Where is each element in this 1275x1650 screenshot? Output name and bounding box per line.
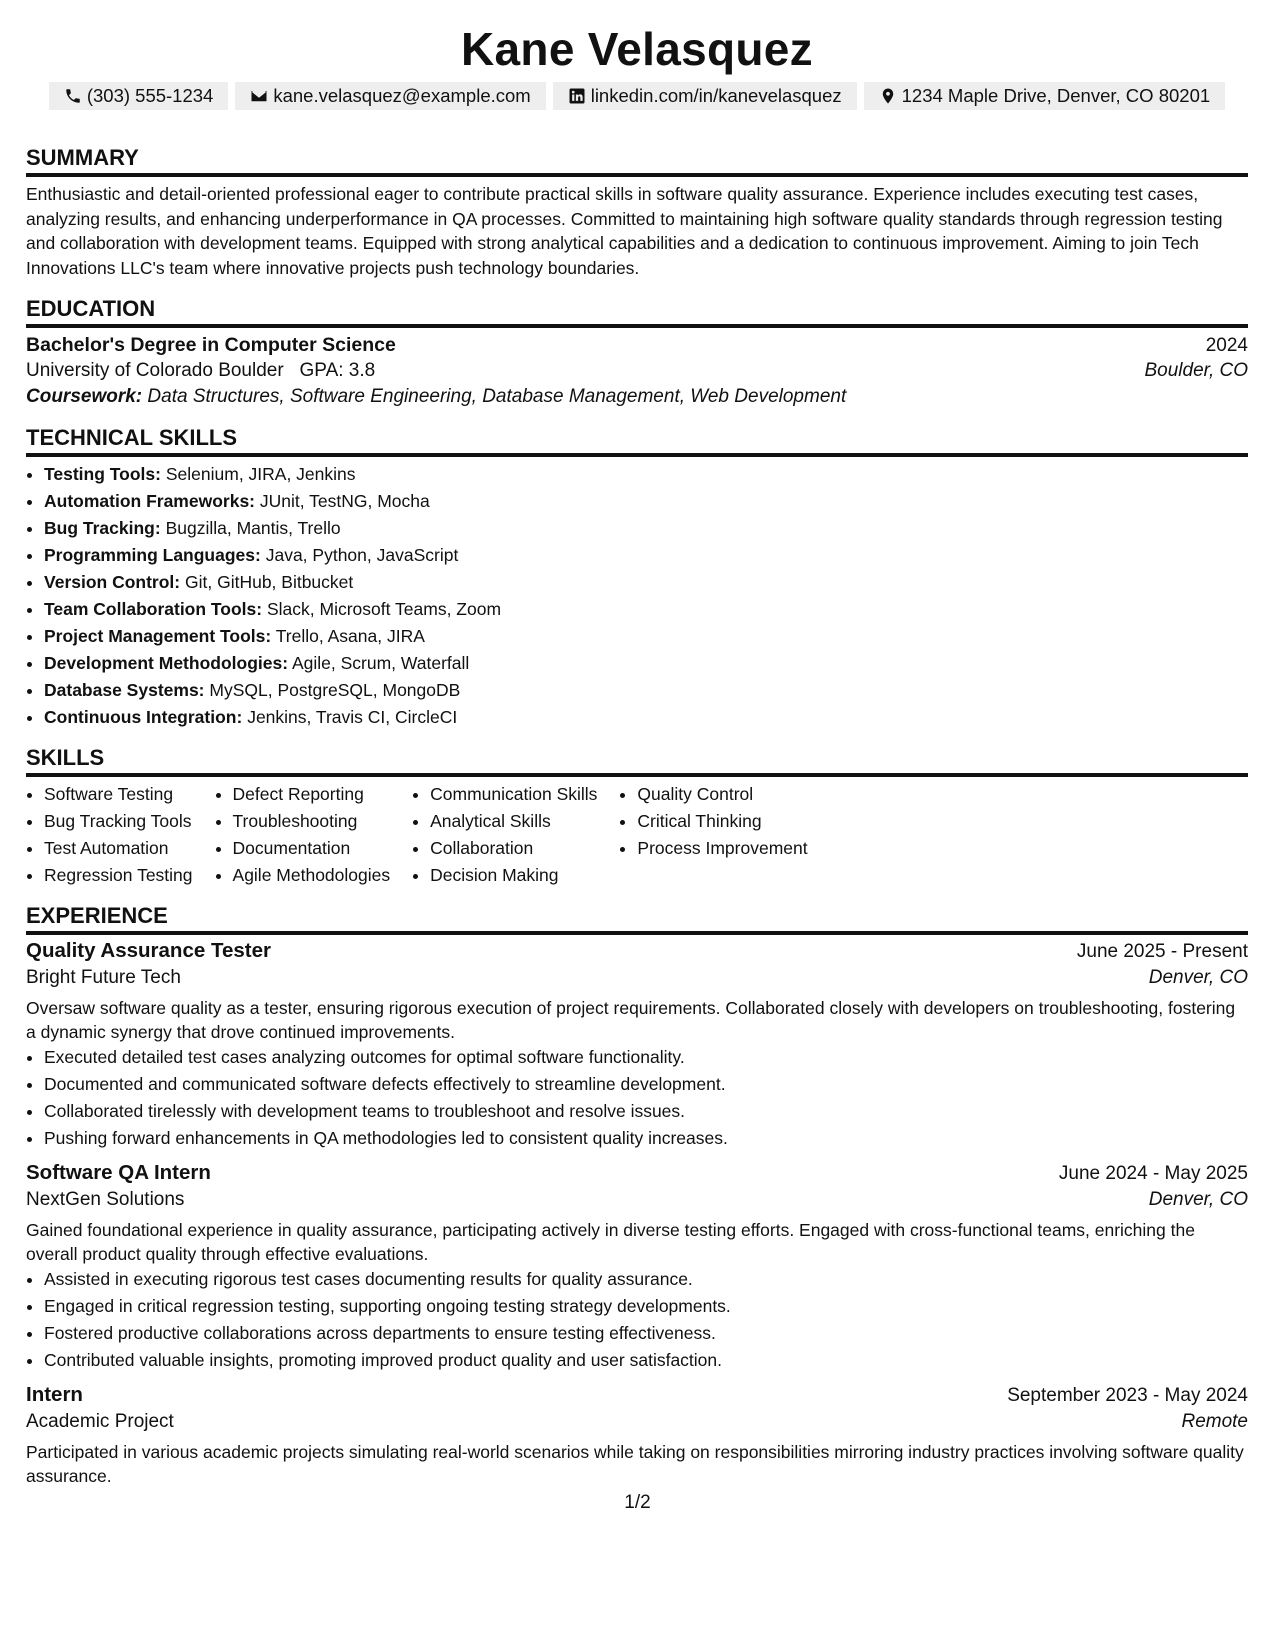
list-item: • Pushing forward enhancements in QA methodologies led to consistent quality increases. (44, 1125, 1248, 1152)
skill-value: Selenium, JIRA, Jenkins (165, 464, 356, 484)
skill-label: Programming Languages: (44, 545, 261, 565)
address-text: 1234 Maple Drive, Denver, CO 80201 (901, 85, 1211, 106)
list-item: • Engaged in critical regression testing, supporting ongoing testing strategy developments. (44, 1293, 1248, 1320)
education-header-row (26, 334, 1248, 357)
summary-section (26, 144, 1248, 280)
list-item (44, 488, 1248, 515)
skills-column (619, 781, 829, 889)
map-pin-icon (879, 87, 897, 105)
technical-skills-section (26, 424, 1248, 731)
list-item: • Agile Methodologies (233, 862, 391, 889)
phone-text: (303) 555-1234 (86, 85, 214, 106)
skill-value: Agile, Scrum, Waterfall (291, 653, 470, 673)
list-item: • Critical Thinking (637, 808, 807, 835)
list-item (44, 623, 1248, 650)
job-entry (26, 939, 1248, 1152)
skill-value: Trello, Asana, JIRA (275, 626, 425, 646)
contact-linkedin[interactable] (553, 82, 857, 110)
job-dates: June 2025 - Present (1076, 941, 1248, 962)
skill-value: Jenkins, Travis CI, CircleCI (247, 707, 458, 727)
list-item (44, 569, 1248, 596)
job-entry (26, 1161, 1248, 1374)
skill-value: Bugzilla, Mantis, Trello (165, 518, 341, 538)
list-item: • Collaborated tirelessly with development teams to troubleshoot and resolve issues. (44, 1098, 1248, 1125)
email-text: kane.velasquez@example.com (273, 85, 531, 106)
job-sub-row (26, 967, 1248, 989)
job-entry (26, 1383, 1248, 1488)
job-company: NextGen Solutions (26, 1189, 185, 1210)
job-sub-row (26, 1189, 1248, 1211)
job-location: Denver, CO (1148, 967, 1248, 988)
list-item: • Software Testing (44, 781, 193, 808)
contact-bar (26, 82, 1248, 110)
list-item: • Communication Skills (430, 781, 597, 808)
list-item: • Assisted in executing rigorous test cases documenting results for quality assurance. (44, 1266, 1248, 1293)
job-dates: September 2023 - May 2024 (1007, 1385, 1248, 1406)
section-title: EXPERIENCE (26, 902, 1248, 935)
job-location: Denver, CO (1148, 1189, 1248, 1210)
skill-label: Team Collaboration Tools: (44, 599, 263, 619)
coursework-list: Data Structures, Software Engineering, Database Management, Web Development (147, 386, 847, 407)
coursework-label: Coursework: (26, 386, 143, 407)
skill-value: MySQL, PostgreSQL, MongoDB (209, 680, 461, 700)
list-item: • Documented and communicated software defects effectively to streamline development. (44, 1071, 1248, 1098)
list-item: • Bug Tracking Tools (44, 808, 193, 835)
skills-column (412, 781, 619, 889)
list-item: • Regression Testing (44, 862, 193, 889)
list-item (44, 542, 1248, 569)
job-bullets (26, 1266, 1248, 1374)
job-location: Remote (1181, 1411, 1248, 1432)
technical-skills-list (26, 461, 1248, 731)
job-header-row (26, 939, 1248, 963)
skill-value: Git, GitHub, Bitbucket (185, 572, 354, 592)
education-section (26, 295, 1248, 408)
phone-icon (64, 87, 82, 105)
linkedin-text: linkedin.com/in/kanevelasquez (590, 85, 842, 106)
education-location: Boulder, CO (1144, 360, 1248, 381)
job-header-row (26, 1383, 1248, 1407)
list-item: • Test Automation (44, 835, 193, 862)
list-item: • Decision Making (430, 862, 597, 889)
list-item: • Quality Control (637, 781, 807, 808)
job-description: Oversaw software quality as a tester, ensuring rigorous execution of project requirements. Collaborated closely with developers on troubleshooting, fostering a dynamic synergy that drove continued improvements. (26, 998, 1236, 1042)
education-sub-row (26, 360, 1248, 382)
list-item: • Analytical Skills (430, 808, 597, 835)
list-item: • Contributed valuable insights, promoting improved product quality and user satisfaction. (44, 1347, 1248, 1374)
skill-label: Automation Frameworks: (44, 491, 255, 511)
list-item: • Executed detailed test cases analyzing outcomes for optimal software functionality. (44, 1044, 1248, 1071)
summary-text: Enthusiastic and detail-oriented professional eager to contribute practical skills in software quality assurance. Experience includes executing test cases, analyzing results, and enhancing underperformance in QA processes. Committed to maintaining high software quality standards through regression testing and collaboration with development teams. Equipped with strong analytical capabilities and a dedication to continuous improvement. Aiming to join Tech Innovations LLC's team where innovative projects push technology boundaries. (26, 184, 1223, 278)
skill-value: JUnit, TestNG, Mocha (259, 491, 430, 511)
section-title: EDUCATION (26, 295, 1248, 328)
list-item (44, 704, 1248, 731)
list-item: • Troubleshooting (233, 808, 391, 835)
page-number: 1/2 (624, 1492, 651, 1513)
degree: Bachelor's Degree in Computer Science (26, 334, 396, 356)
list-item (44, 596, 1248, 623)
skill-label: Version Control: (44, 572, 181, 592)
job-description: Gained foundational experience in quality assurance, participating actively in diverse testing efforts. Engaged with cross-functional teams, enriching the overall product quality through effective evaluations. (26, 1220, 1195, 1264)
skills-grid (26, 781, 1248, 889)
list-item (44, 650, 1248, 677)
coursework (26, 386, 1248, 408)
list-item: • Process Improvement (637, 835, 807, 862)
skill-label: Project Management Tools: (44, 626, 272, 646)
skill-label: Development Methodologies: (44, 653, 289, 673)
candidate-name: Kane Velasquez (461, 23, 813, 75)
envelope-icon (250, 87, 268, 105)
gpa: GPA: 3.8 (299, 360, 376, 381)
job-dates: June 2024 - May 2025 (1058, 1163, 1248, 1184)
school-info (26, 360, 375, 382)
list-item: • Defect Reporting (233, 781, 391, 808)
skill-label: Database Systems: (44, 680, 205, 700)
experience-section (26, 902, 1248, 1488)
job-header-row (26, 1161, 1248, 1185)
job-role: Quality Assurance Tester (26, 939, 271, 962)
job-sub-row (26, 1411, 1248, 1433)
skills-column (215, 781, 413, 889)
resume-page (26, 20, 1248, 1488)
job-bullets (26, 1044, 1248, 1152)
list-item: • Collaboration (430, 835, 597, 862)
contact-phone[interactable] (49, 82, 229, 110)
section-title: SKILLS (26, 744, 1248, 777)
contact-address[interactable] (864, 82, 1226, 110)
list-item (44, 515, 1248, 542)
linkedin-icon (568, 87, 586, 105)
list-item (44, 461, 1248, 488)
skill-label: Bug Tracking: (44, 518, 161, 538)
section-title: SUMMARY (26, 144, 1248, 177)
skill-label: Testing Tools: (44, 464, 161, 484)
job-role: Software QA Intern (26, 1161, 211, 1184)
list-item (44, 677, 1248, 704)
school-name: University of Colorado Boulder (26, 360, 284, 381)
section-title: TECHNICAL SKILLS (26, 424, 1248, 457)
list-item: • Fostered productive collaborations across departments to ensure testing effectiveness. (44, 1320, 1248, 1347)
job-role: Intern (26, 1383, 83, 1406)
job-description: Participated in various academic projects simulating real-world scenarios while taking on responsibilities mirroring industry practices involving software quality assurance. (26, 1442, 1244, 1486)
list-item: • Documentation (233, 835, 391, 862)
contact-email[interactable] (235, 82, 545, 110)
graduation-year: 2024 (1205, 335, 1248, 356)
skills-section (26, 744, 1248, 889)
skill-value: Java, Python, JavaScript (265, 545, 459, 565)
skill-label: Continuous Integration: (44, 707, 243, 727)
skills-column (26, 781, 215, 889)
skill-value: Slack, Microsoft Teams, Zoom (266, 599, 502, 619)
job-company: Bright Future Tech (26, 967, 181, 988)
job-company: Academic Project (26, 1411, 174, 1432)
